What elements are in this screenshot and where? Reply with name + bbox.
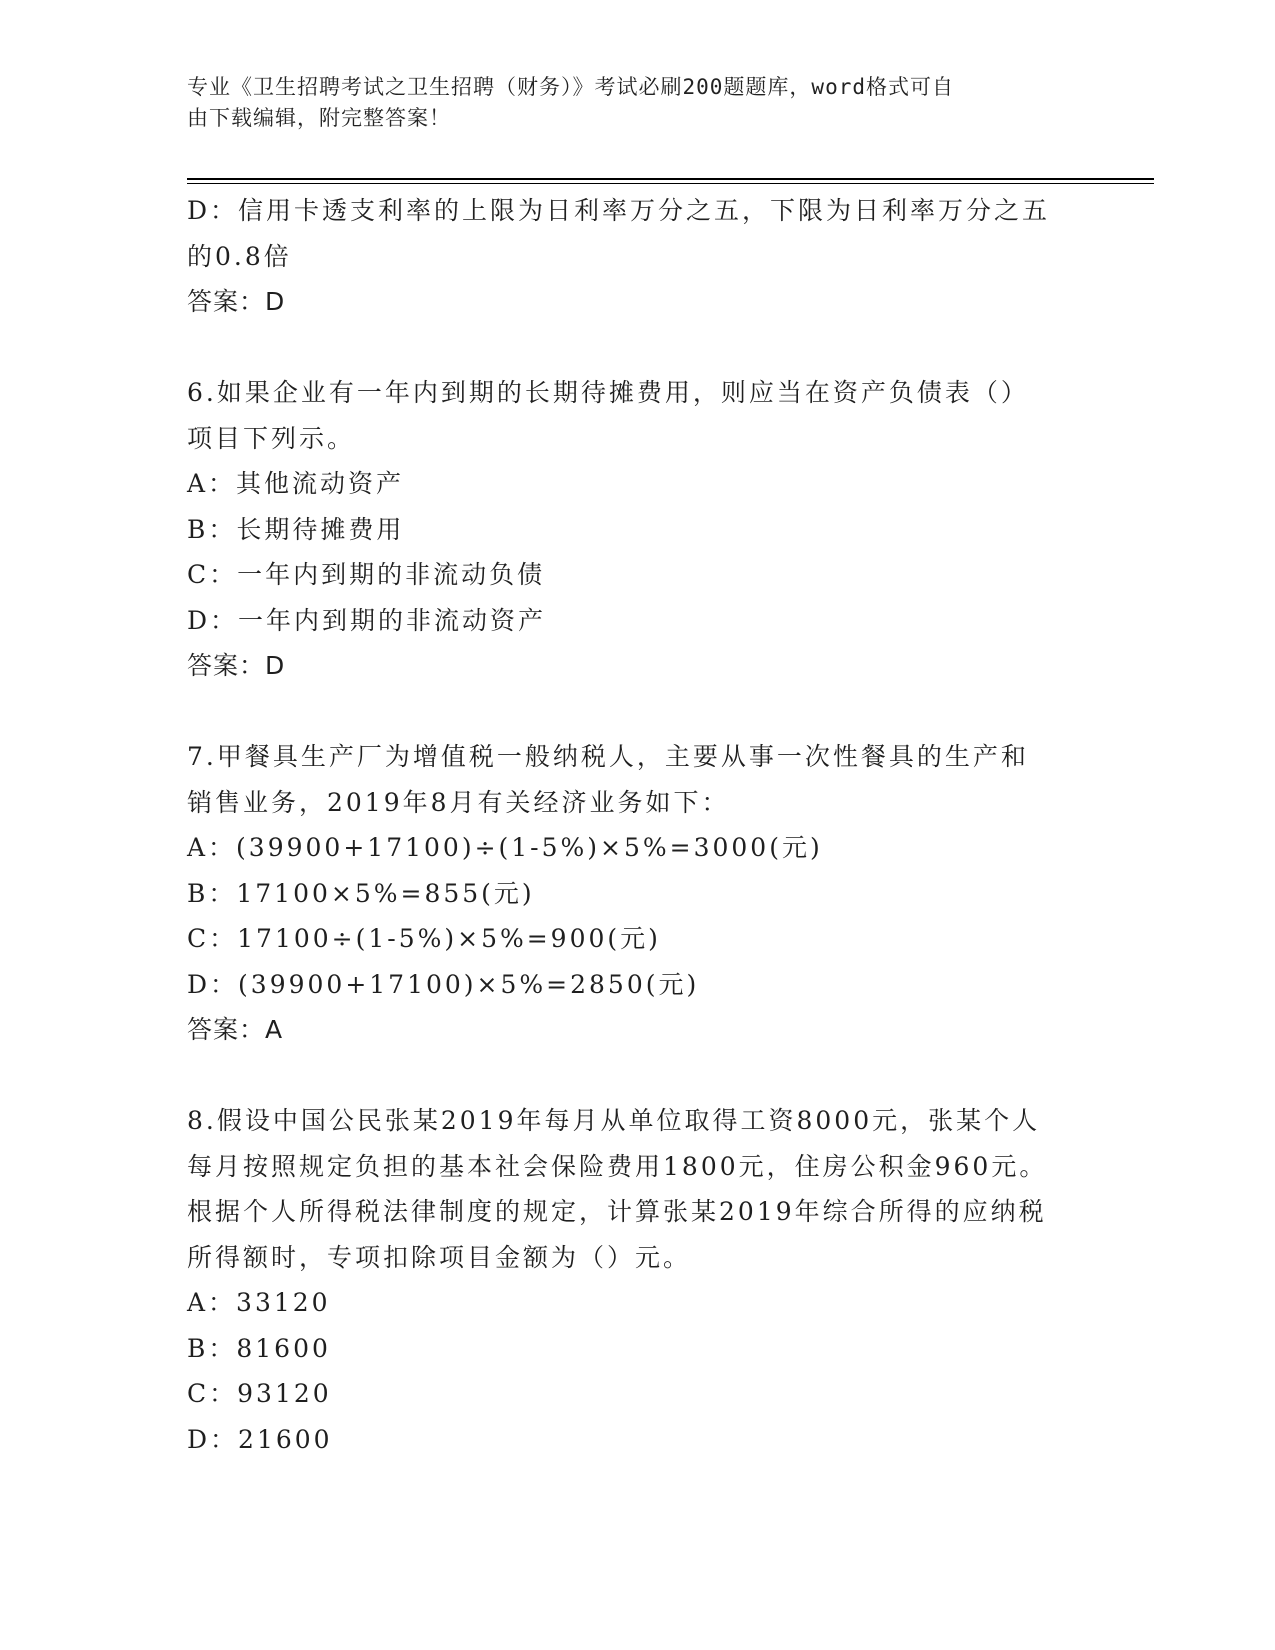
option-c: C：一年内到期的非流动负债 bbox=[187, 560, 546, 589]
option-b: B：17100×5%=855(元) bbox=[187, 878, 535, 908]
question-stem-continued: 项目下列示。 bbox=[187, 423, 356, 453]
header-divider-thin bbox=[187, 183, 1154, 184]
option-d-continued: 的0.8倍 bbox=[187, 241, 292, 271]
header-divider-thick bbox=[187, 178, 1154, 180]
question-stem-continued: 所得额时，专项扣除项目金额为（）元。 bbox=[187, 1242, 692, 1272]
option-d: D：信用卡透支利率的上限为日利率万分之五，下限为日利率万分之五 bbox=[187, 196, 1051, 225]
question-5-tail bbox=[187, 188, 1087, 325]
question-6 bbox=[187, 370, 1087, 689]
document-header bbox=[187, 72, 1067, 134]
header-title-line2: 由下载编辑，附完整答案！ bbox=[187, 106, 451, 130]
question-stem-continued: 每月按照规定负担的基本社会保险费用1800元，住房公积金960元。 bbox=[187, 1151, 1048, 1181]
spacer bbox=[187, 689, 1087, 735]
option-a: A：(39900+17100)÷(1-5%)×5%=3000(元) bbox=[187, 833, 823, 862]
option-d: D：一年内到期的非流动资产 bbox=[187, 605, 547, 635]
option-a: A：其他流动资产 bbox=[187, 469, 405, 498]
question-stem: 8.假设中国公民张某2019年每月从单位取得工资8000元，张某个人 bbox=[187, 1106, 1041, 1135]
option-c: C：93120 bbox=[187, 1379, 332, 1408]
question-7 bbox=[187, 734, 1087, 1053]
spacer bbox=[187, 1053, 1087, 1099]
option-d: D：21600 bbox=[187, 1424, 333, 1454]
option-b: B：81600 bbox=[187, 1333, 331, 1363]
answer: 答案：A bbox=[187, 1015, 284, 1044]
spacer bbox=[187, 325, 1087, 371]
question-stem-continued: 销售业务，2019年8月有关经济业务如下： bbox=[187, 787, 730, 817]
header-title-line1: 专业《卫生招聘考试之卫生招聘（财务）》考试必刷200题题库，word格式可自 bbox=[187, 75, 954, 99]
question-list bbox=[187, 188, 1087, 1462]
answer: 答案：D bbox=[187, 651, 286, 680]
question-stem-continued: 根据个人所得税法律制度的规定，计算张某2019年综合所得的应纳税 bbox=[187, 1197, 1047, 1226]
answer: 答案：D bbox=[187, 287, 286, 316]
question-stem: 7.甲餐具生产厂为增值税一般纳税人，主要从事一次性餐具的生产和 bbox=[187, 742, 1029, 771]
option-a: A：33120 bbox=[187, 1288, 331, 1317]
question-stem: 6.如果企业有一年内到期的长期待摊费用，则应当在资产负债表（） bbox=[187, 378, 1029, 407]
option-d: D：(39900+17100)×5%=2850(元) bbox=[187, 969, 700, 999]
option-b: B：长期待摊费用 bbox=[187, 514, 405, 544]
question-8 bbox=[187, 1098, 1087, 1462]
option-c: C：17100÷(1-5%)×5%=900(元) bbox=[187, 924, 661, 953]
